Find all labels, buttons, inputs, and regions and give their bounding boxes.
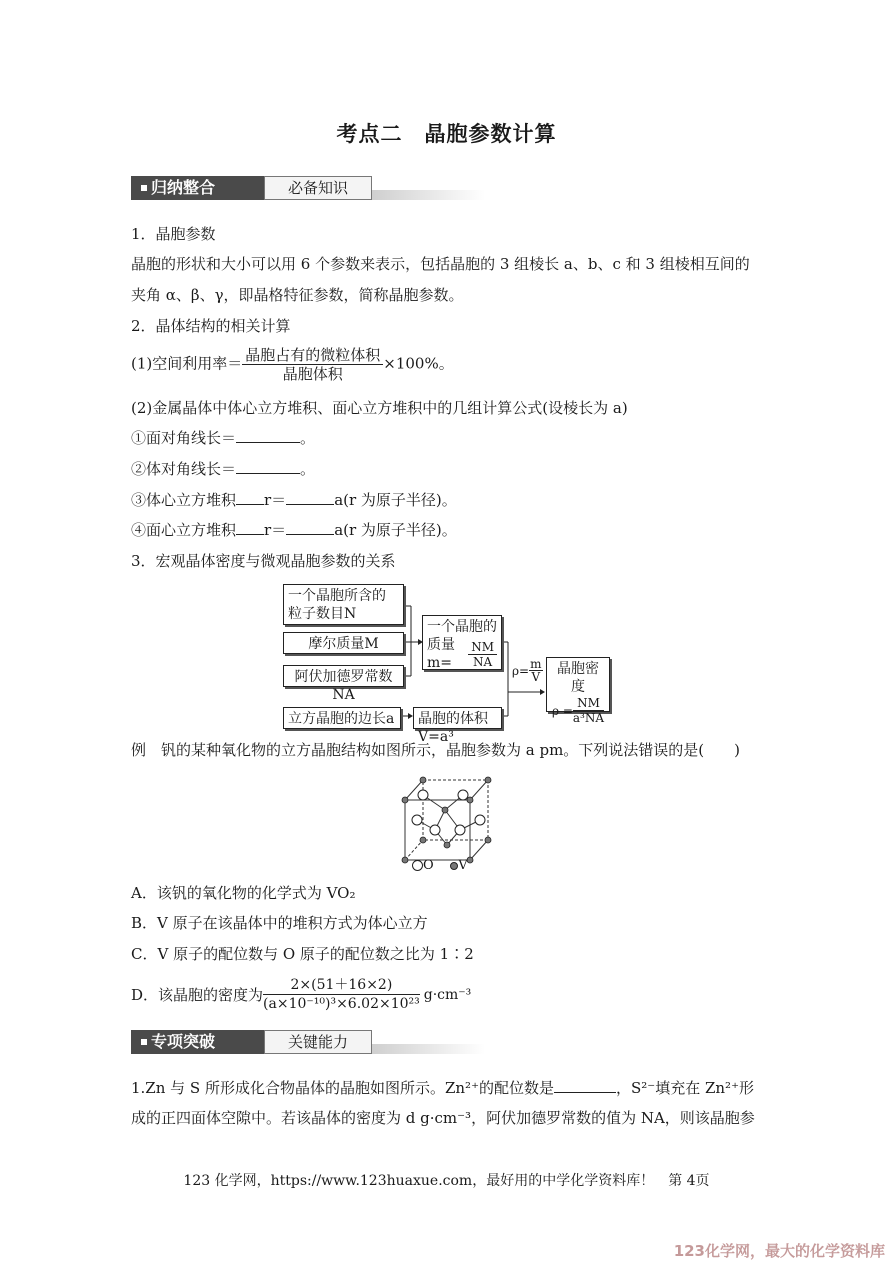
q1-end: 。 <box>300 429 316 447</box>
v-atom-icon <box>450 862 458 870</box>
banner-dark-label: 专项突破 <box>131 1030 264 1054</box>
s1-paragraph-2: 夹角 α、β、γ，即晶格特征参数，简称晶胞参数。 <box>131 286 464 304</box>
q2-end: 。 <box>300 460 316 478</box>
formula-prefix: (1)空间利用率＝ <box>131 354 243 373</box>
flow-box-cell-mass <box>422 615 502 670</box>
q1-text-cont: ，S²⁻填充在 Zn²⁺形 <box>616 1079 754 1097</box>
legend-o-label: O <box>423 858 434 873</box>
density-rho: ρ = <box>551 703 573 718</box>
cell-mass-fraction <box>468 640 497 669</box>
practice-q1-line2: 成的正四面体空隙中。若该晶体的密度为 d g·cm⁻³，阿伏加德罗常数的值为 NA，则该晶胞参 <box>131 1109 755 1127</box>
rho-symbol: ρ= <box>512 663 530 678</box>
example-question: 例 钒的某种氧化物的立方晶胞结构如图所示，晶胞参数为 a pm。下列说法错误的是( ) <box>131 741 741 759</box>
s3-heading: 3．宏观晶体密度与微观晶胞参数的关系 <box>131 552 396 570</box>
page-title: 考点二 晶胞参数计算 <box>336 122 557 146</box>
q2-label: ②体对角线长＝ <box>131 460 237 478</box>
answer-blank[interactable] <box>236 520 264 535</box>
option-d-label: D．该晶胞的密度为 <box>131 985 264 1004</box>
q4-mid: r＝ <box>264 521 287 539</box>
s2-paragraph-2: (2)金属晶体中体心立方堆积、面心立方堆积中的几组计算公式(设棱长为 a) <box>131 399 628 417</box>
density-fraction <box>573 696 604 725</box>
q3-label: ③体心立方堆积 <box>131 491 237 509</box>
banner-light-label: 必备知识 <box>264 176 372 200</box>
option-d-unit: g·cm⁻³ <box>423 986 472 1003</box>
q3-end: a(r 为原子半径)。 <box>334 491 457 509</box>
flow-box-density <box>546 657 610 725</box>
fraction-denominator: 晶胞体积 <box>282 365 343 383</box>
practice-q1-line1 <box>131 1078 754 1098</box>
fraction-numerator: NM <box>468 640 497 655</box>
s2-heading: 2．晶体结构的相关计算 <box>131 317 291 335</box>
option-a: A．该钒的氧化物的化学式为 VO₂ <box>131 884 356 902</box>
fraction-denominator: NA <box>473 654 493 669</box>
formula-suffix: ×100%。 <box>383 354 454 373</box>
s1-heading: 1．晶胞参数 <box>131 225 216 243</box>
rho-relation <box>512 658 543 683</box>
fraction-numerator: 2×(51＋16×2) <box>263 976 420 995</box>
answer-blank[interactable] <box>286 520 334 535</box>
o-atom-icon <box>412 860 423 871</box>
question-body-diagonal <box>131 459 315 479</box>
space-utilization-formula <box>131 346 454 383</box>
fraction-denominator: (a×10⁻¹⁰)³×6.02×10²³ <box>263 996 420 1012</box>
fraction-numerator: NM <box>573 696 604 711</box>
fraction-denominator: V <box>531 670 541 684</box>
answer-blank[interactable] <box>236 490 264 505</box>
density-label: 晶胞密度 <box>557 661 599 695</box>
option-c: C．V 原子的配位数与 O 原子的配位数之比为 1∶2 <box>131 945 474 963</box>
answer-blank[interactable] <box>554 1078 616 1093</box>
answer-blank[interactable] <box>236 459 300 474</box>
flow-box-particle-count: 一个晶胞所含的粒子数目N <box>283 584 404 625</box>
flow-box-cell-volume: 晶胞的体积V=a³ <box>413 707 502 729</box>
utilization-fraction <box>242 346 383 383</box>
fraction-numerator: m <box>530 657 542 671</box>
section-banner-practice <box>131 1030 485 1054</box>
banner-dark-label: 归纳整合 <box>131 176 264 200</box>
density-fraction <box>263 976 420 1013</box>
q4-end: a(r 为原子半径)。 <box>334 521 457 539</box>
banner-light-label: 关键能力 <box>264 1030 372 1054</box>
q1-label: ①面对角线长＝ <box>131 429 237 447</box>
cell-mass-label: 质量m= <box>427 637 455 671</box>
site-watermark: 123化学网，最大的化学资料库 <box>673 1242 885 1260</box>
answer-blank[interactable] <box>286 490 334 505</box>
figure-legend <box>412 858 468 873</box>
crystal-structure-figure <box>395 770 505 870</box>
option-b: B．V 原子在该晶体中的堆积方式为体心立方 <box>131 914 428 932</box>
banner-fade <box>372 1044 485 1054</box>
banner-fade <box>372 190 485 200</box>
question-fcc <box>131 520 457 540</box>
flow-box-avogadro: 阿伏加德罗常数NA <box>283 665 404 687</box>
cell-mass-line1: 一个晶胞的 <box>427 619 497 635</box>
fraction-denominator: a³NA <box>572 711 605 725</box>
legend-v-label: V <box>458 858 468 873</box>
question-bcc <box>131 490 457 510</box>
q1-text: 1.Zn 与 S 所形成化合物晶体的晶胞如图所示。Zn²⁺的配位数是 <box>131 1079 554 1097</box>
question-face-diagonal <box>131 428 315 448</box>
q3-mid: r＝ <box>264 491 287 509</box>
rho-fraction <box>529 658 542 683</box>
option-d <box>131 976 471 1013</box>
s1-paragraph-1: 晶胞的形状和大小可以用 6 个参数来表示，包括晶胞的 3 组棱长 a、b、c 和 3 组棱相互间的 <box>131 255 750 273</box>
fraction-numerator: 晶胞占有的微粒体积 <box>242 346 383 365</box>
section-banner-summary <box>131 176 485 200</box>
q4-label: ④面心立方堆积 <box>131 521 237 539</box>
page-footer: 123 化学网，https://www.123huaxue.com，最好用的中学化学资料库！ 第 4页 <box>183 1173 710 1189</box>
answer-blank[interactable] <box>236 428 300 443</box>
flow-box-edge-length: 立方晶胞的边长a <box>283 707 401 729</box>
flow-box-molar-mass: 摩尔质量M <box>283 632 404 654</box>
